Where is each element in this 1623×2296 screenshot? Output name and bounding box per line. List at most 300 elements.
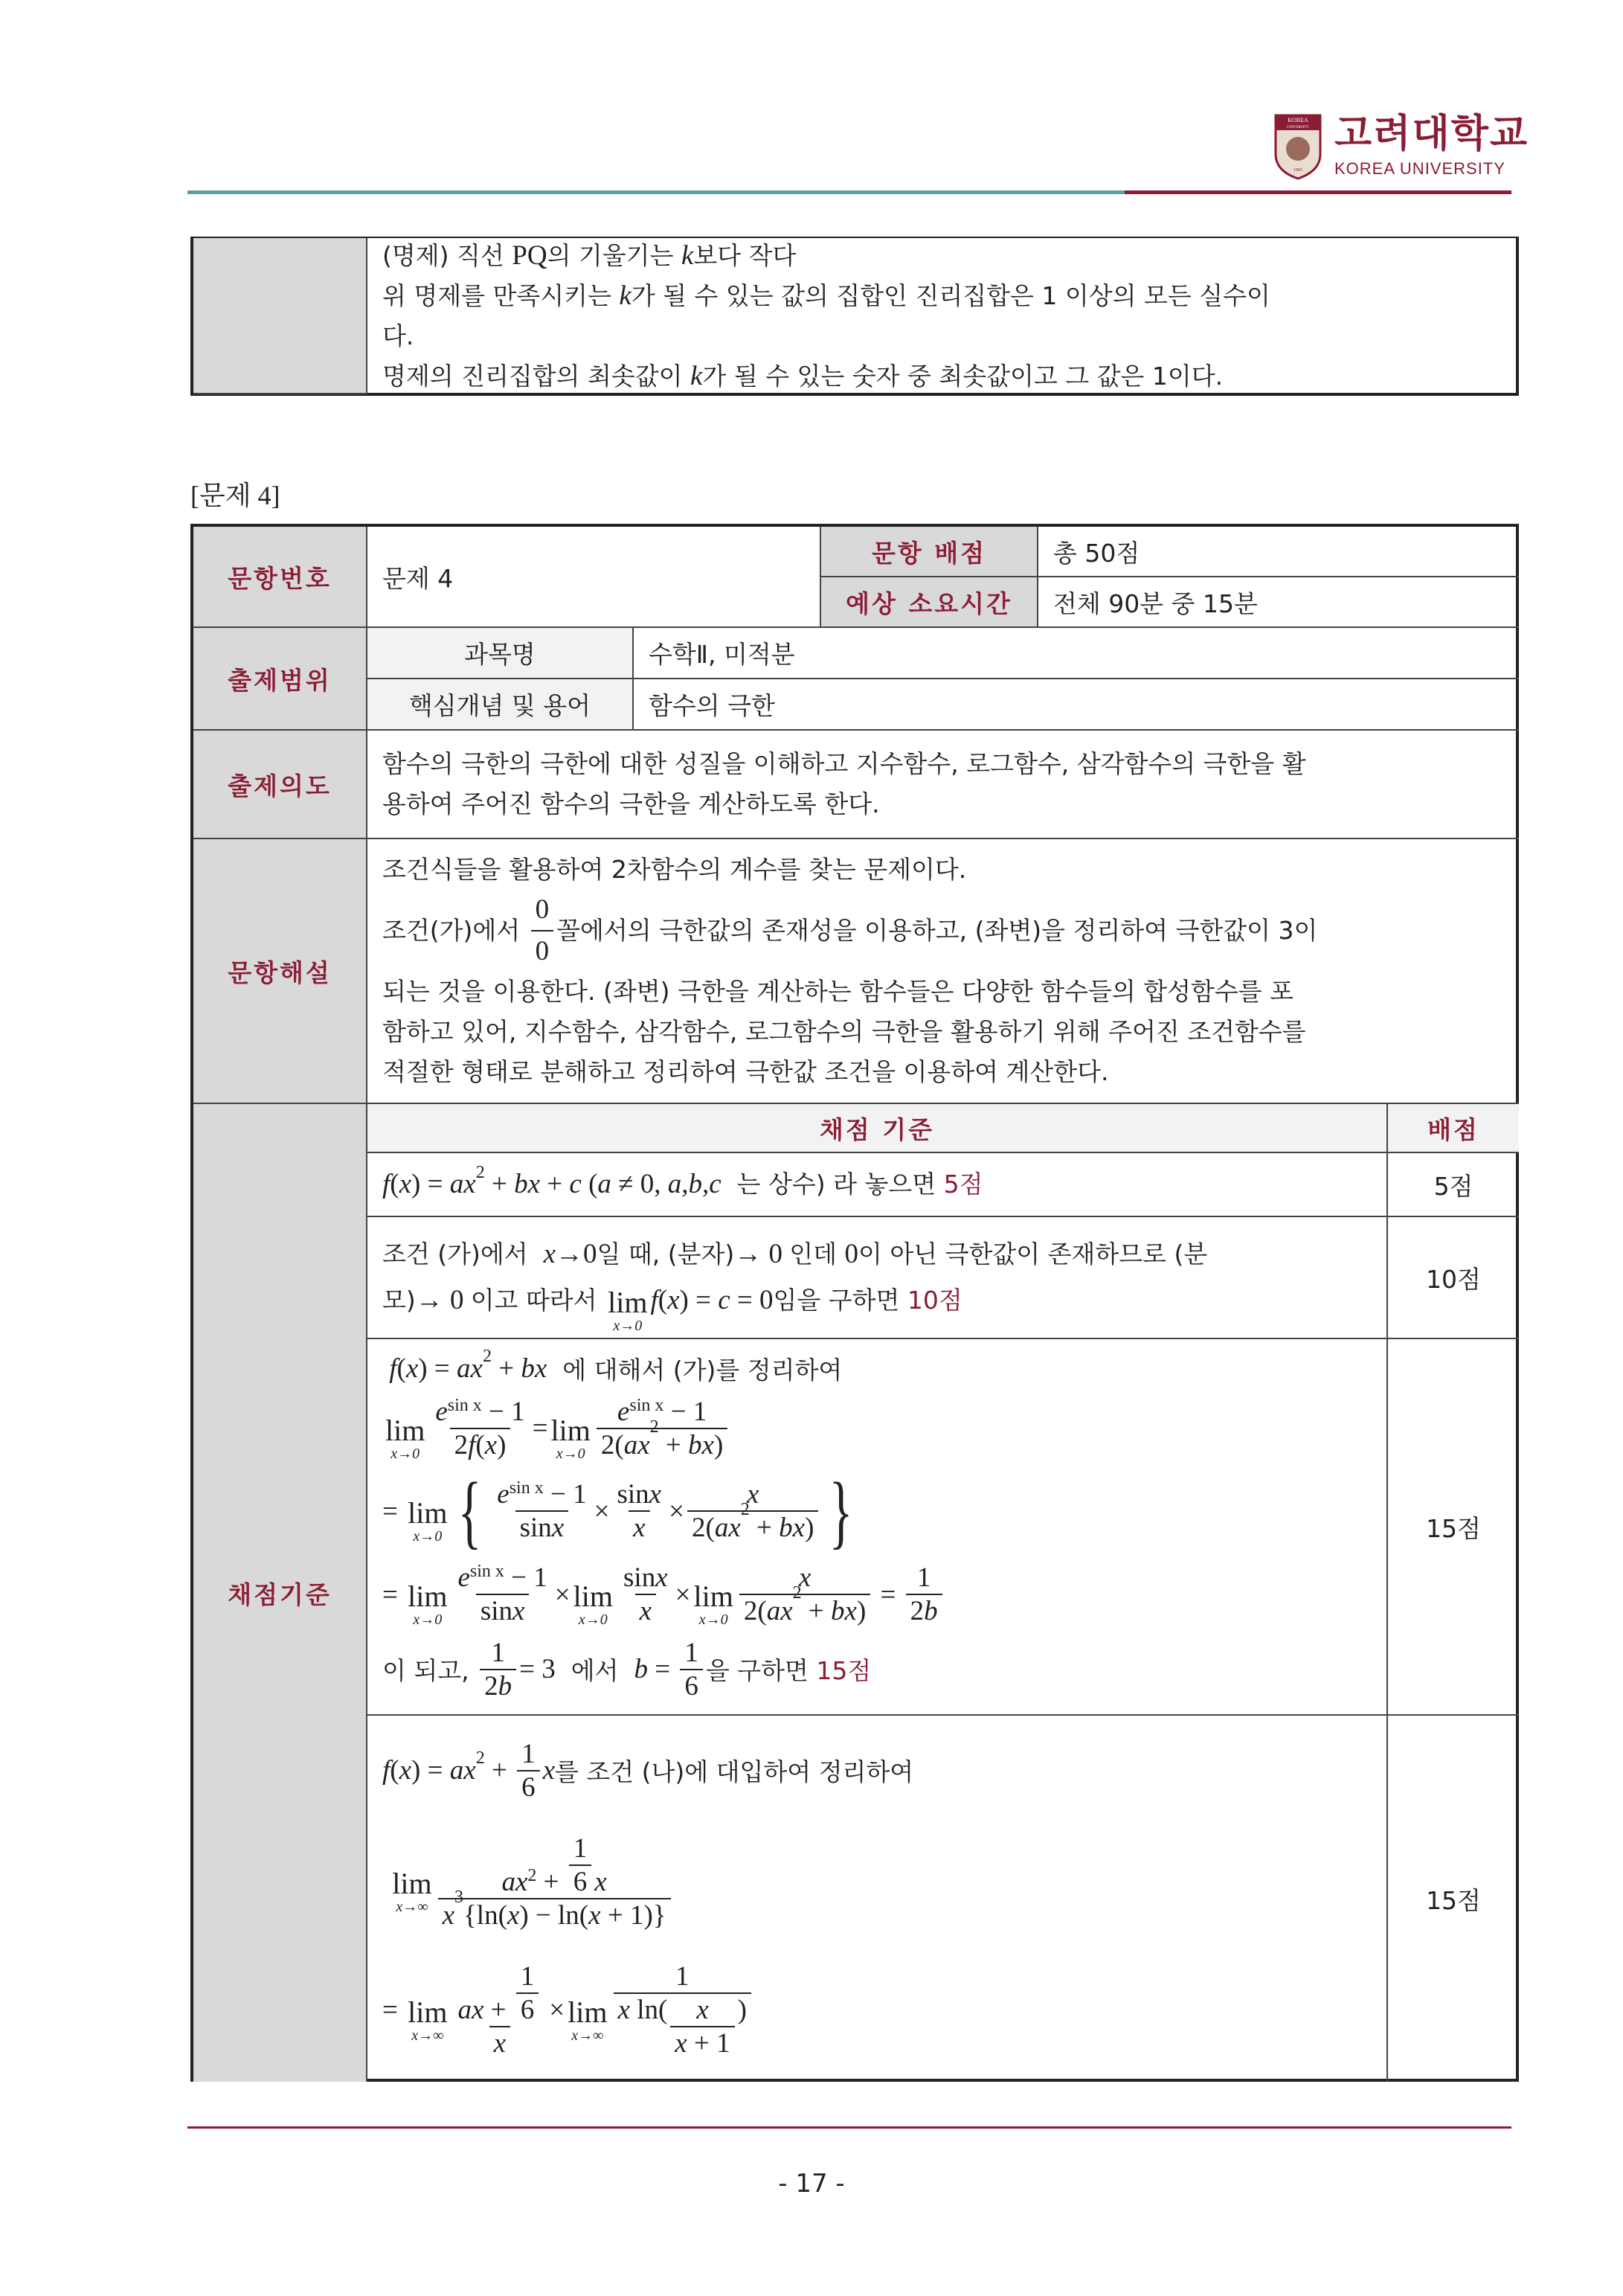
fraction-denominator: [438, 1887, 671, 1931]
math-fraction: [453, 1960, 546, 2059]
math-symbol: 6: [684, 1670, 698, 1702]
math-symbol: − 1: [663, 1396, 707, 1427]
text-run: 가 될 수 있는 값의 집합인 진리집합은 1 이상의 모든 실수이: [631, 281, 1270, 310]
text-run: 임을 구하면: [773, 1286, 907, 1315]
math-variable: bx: [514, 1169, 540, 1199]
math-variable: x: [675, 2028, 687, 2059]
math-symbol: =: [382, 1495, 405, 1527]
text-run: 일 때, (분자): [597, 1240, 735, 1269]
math-variable: x: [594, 1866, 607, 1897]
math-superscript: 2: [475, 1748, 485, 1769]
math-symbol: − 1: [543, 1479, 587, 1510]
math-variable: bx: [688, 1429, 714, 1460]
text-line: [382, 1466, 861, 1557]
footer-divider: [187, 2126, 1511, 2129]
math-variable: a,b,c: [667, 1169, 721, 1199]
limit-symbol: lim: [693, 1580, 733, 1614]
math-variable: b: [924, 1596, 938, 1627]
text-line: [382, 1832, 674, 1931]
text-line: [382, 1164, 1372, 1205]
math-variable: c: [569, 1169, 582, 1199]
math-symbol: ×: [594, 1495, 610, 1527]
limit-subscript: x→∞: [411, 2027, 444, 2044]
text-run: 조건식들을 활용하여 2차함수의 계수를 찾는 문제이다.: [382, 855, 967, 884]
math-symbol: (: [581, 1169, 598, 1199]
math-symbol: ln(: [629, 1995, 668, 2026]
text-run: 이고 따라서: [470, 1286, 605, 1315]
text-run: 다.: [382, 321, 414, 350]
math-variable: e: [617, 1396, 630, 1427]
math-symbol: 0: [535, 894, 550, 925]
math-variable: x: [405, 1353, 419, 1385]
limit-subscript: x→0: [698, 1612, 728, 1629]
math-superscript: sin x: [629, 1395, 664, 1415]
fraction-denominator: [516, 1992, 539, 2026]
limit-subscript: x→∞: [571, 2027, 604, 2044]
label-subject: 과목명: [367, 628, 634, 679]
text-run: 에서: [555, 1656, 634, 1686]
math-variable: ax: [714, 1513, 741, 1544]
math-symbol: [382, 1353, 389, 1385]
math-symbol: +: [801, 1596, 831, 1627]
label-number: 문항번호: [193, 527, 367, 628]
math-limit: [392, 1869, 431, 1915]
header-divider-maroon: [1125, 190, 1511, 194]
math-fraction: [739, 1562, 870, 1627]
math-variable: k: [681, 240, 694, 271]
score-row-2: 10점: [1388, 1217, 1519, 1339]
math-symbol: → 0: [415, 1285, 471, 1315]
math-limit: [573, 1582, 613, 1628]
math-symbol: =: [647, 1654, 678, 1685]
math-fraction: [438, 1832, 671, 1931]
shield-logo-icon: [1273, 113, 1322, 180]
math-symbol: ) =: [411, 1169, 450, 1199]
math-symbol: 6: [521, 1771, 536, 1803]
math-symbol: (: [396, 1353, 406, 1385]
math-symbol: ): [737, 1995, 747, 2026]
math-variable: f: [382, 1755, 391, 1786]
text-line: [382, 1231, 1372, 1277]
text-run: 조건 (가)에서: [382, 1240, 544, 1269]
math-symbol: ×: [675, 1579, 691, 1610]
fraction-denominator: [569, 1864, 592, 1898]
math-fraction: [517, 1738, 540, 1803]
math-superscript: sin x: [447, 1395, 482, 1415]
math-symbol: 1: [520, 1961, 535, 1992]
math-fraction: [619, 1562, 672, 1627]
score-row-4: 15점: [1426, 1885, 1481, 1915]
subject-value: 수학Ⅱ, 미적분: [634, 628, 1519, 679]
math-symbol: [382, 1866, 389, 1898]
math-symbol: 1: [684, 1637, 698, 1668]
math-superscript: 2: [792, 1583, 802, 1603]
math-symbol: (: [390, 1169, 399, 1199]
math-fraction: [680, 1637, 703, 1702]
math-symbol: 1: [675, 1961, 690, 1992]
limit-subscript: x→0: [391, 1445, 420, 1462]
math-brace: }: [829, 1466, 853, 1557]
math-symbol: 0: [535, 936, 550, 966]
fraction-denominator: [629, 1510, 649, 1544]
math-symbol: +: [749, 1513, 780, 1544]
text-run: 함하고 있어, 지수함수, 삼각함수, 로그함수의 극한을 활용하기 위해 주어진 조건함수를: [382, 1017, 1306, 1046]
svg-text:1905: 1905: [1293, 168, 1302, 173]
label-intent: 출제의도: [193, 731, 367, 839]
math-variable: ax: [457, 1995, 484, 2026]
math-symbol: ×: [554, 1579, 571, 1610]
text-line: [382, 276, 1504, 316]
math-symbol: (: [475, 1429, 485, 1460]
math-symbol: = 3: [519, 1654, 556, 1685]
math-symbol: =: [873, 1579, 903, 1610]
previous-label-cell: [193, 238, 367, 394]
fraction-numerator: [517, 1738, 540, 1770]
math-superscript: 3: [454, 1887, 464, 1907]
math-symbol: +: [491, 1353, 521, 1385]
math-fraction: [531, 890, 554, 972]
math-symbol: +: [484, 1755, 515, 1786]
math-superscript: sin x: [469, 1562, 504, 1582]
math-fraction: [480, 1637, 516, 1702]
math-symbol: (: [390, 1755, 399, 1786]
text-run: 모): [382, 1286, 416, 1315]
math-variable: x: [655, 1562, 668, 1594]
text-run: 되는 것을 이용한다. (좌변) 극한을 계산하는 함수들은 다양한 함수들의 합성함수를 포: [382, 977, 1293, 1006]
grading-row-4: [367, 1716, 1388, 2082]
text-line: [382, 356, 1504, 397]
text-line: [382, 1637, 871, 1702]
math-symbol: ): [497, 1429, 507, 1460]
math-fraction: [516, 1960, 539, 2026]
grading-row-1: [367, 1153, 1388, 1217]
math-symbol: 1: [916, 1562, 931, 1594]
math-symbol: (: [658, 1285, 668, 1315]
math-symbol: sin: [480, 1596, 512, 1627]
score-row-1: 5점: [1388, 1153, 1519, 1217]
problem-time: 전체 90분 중 15분: [1038, 577, 1519, 628]
math-variable: a: [597, 1169, 611, 1199]
math-fraction: [687, 1478, 818, 1544]
text-line: [382, 890, 1504, 972]
fraction-numerator: [619, 1562, 672, 1594]
math-symbol: ): [713, 1429, 724, 1460]
math-variable: ax: [457, 1353, 483, 1385]
fraction-numerator: [516, 1960, 539, 1992]
label-time: 예상 소요시간: [821, 577, 1038, 628]
fraction-denominator: [531, 930, 554, 972]
math-variable: x: [617, 1995, 630, 2026]
score-header: 배점: [1388, 1104, 1519, 1153]
fraction-denominator: [614, 1992, 751, 2059]
text-run: 조건(가)에서: [382, 916, 528, 945]
fraction-denominator: [450, 1428, 511, 1461]
math-limit: [568, 1995, 608, 2044]
math-superscript: 2: [475, 1163, 485, 1182]
math-symbol: ×: [549, 1995, 565, 2026]
math-variable: ax: [449, 1169, 476, 1199]
math-brace: {: [458, 1466, 482, 1557]
math-symbol: =: [532, 1413, 548, 1444]
math-symbol: sin: [617, 1479, 649, 1510]
math-limit: [608, 1288, 647, 1334]
math-symbol: =: [382, 1995, 405, 2026]
math-superscript: 2: [740, 1500, 750, 1520]
math-symbol: 1: [573, 1832, 588, 1864]
math-variable: x: [507, 1899, 520, 1931]
grading-row-2: [367, 1217, 1388, 1339]
math-variable: f: [389, 1353, 397, 1385]
fraction-numerator: [692, 1994, 713, 2026]
limit-symbol: lim: [408, 1995, 448, 2029]
fraction-numerator: [453, 1960, 546, 2026]
math-symbol: {ln(: [463, 1899, 507, 1931]
math-symbol: + 1)}: [600, 1899, 666, 1931]
math-symbol: =: [382, 1579, 405, 1610]
math-symbol: ) =: [418, 1353, 457, 1385]
fraction-numerator: [497, 1832, 611, 1898]
math-variable: x: [543, 1239, 556, 1269]
score-row-3: 15점: [1388, 1339, 1519, 1716]
limit-subscript: x→0: [613, 1318, 643, 1334]
label-scope: 출제범위: [193, 628, 367, 731]
fraction-denominator: [739, 1583, 870, 1627]
problem-table: [190, 524, 1519, 2082]
limit-subscript: x→0: [413, 1528, 443, 1545]
math-symbol: ×: [669, 1495, 684, 1527]
text-run: 보다 작다: [693, 241, 797, 270]
math-symbol: ) − ln(: [519, 1899, 589, 1931]
logo-name-korean: 고려대학교: [1334, 112, 1529, 156]
math-variable: ax: [449, 1755, 476, 1786]
text-line: [382, 1277, 1372, 1334]
label-grading: 채점기준: [193, 1104, 367, 2082]
intent-text: [367, 731, 1519, 839]
fraction-numerator: [913, 1562, 936, 1594]
fraction-denominator: [680, 1669, 703, 1702]
limit-subscript: x→∞: [396, 1899, 428, 1916]
fraction-numerator: [569, 1832, 592, 1864]
math-symbol: ) =: [411, 1755, 450, 1786]
math-symbol: ≠ 0,: [611, 1169, 668, 1199]
math-symbol: PQ: [512, 240, 547, 271]
limit-symbol: lim: [408, 1496, 448, 1530]
limit-subscript: x→0: [578, 1612, 608, 1629]
math-symbol: 6: [573, 1866, 588, 1897]
logo-name-english: KOREA UNIVERSITY: [1334, 159, 1505, 178]
fraction-numerator: [671, 1960, 694, 1992]
text-run: 가 될 수 있는 숫자 중 최솟값이고 그 값은 1이다.: [702, 362, 1224, 391]
math-fraction: [612, 1478, 666, 1544]
math-symbol: 6: [520, 1995, 535, 2026]
points-highlight: 5점: [943, 1170, 983, 1199]
fraction-denominator: [906, 1594, 942, 1627]
math-symbol: 1: [491, 1637, 505, 1668]
math-symbol: →0: [556, 1239, 597, 1269]
fraction-numerator: [612, 1478, 666, 1510]
math-fraction: [453, 1562, 551, 1627]
text-line: [382, 1738, 913, 1803]
math-fraction: [492, 1478, 591, 1544]
text-line: [382, 1012, 1504, 1052]
korea-university-logo: [1273, 113, 1529, 180]
math-symbol: sin: [623, 1562, 656, 1594]
math-symbol: sin: [519, 1513, 552, 1544]
fraction-denominator: [517, 1770, 540, 1803]
fraction-numerator: [486, 1637, 510, 1669]
math-variable: b: [498, 1670, 512, 1702]
math-variable: ax: [501, 1866, 528, 1897]
math-symbol: ) =: [679, 1285, 719, 1315]
math-symbol: 2(: [600, 1429, 624, 1460]
text-run: 함수의 극한의 극한에 대한 성질을 이해하고 지수함수, 로그함수, 삼각함수의 극한을 활: [382, 749, 1306, 778]
math-variable: bx: [779, 1513, 806, 1544]
math-variable: c: [718, 1285, 730, 1315]
math-variable: k: [619, 280, 631, 311]
fraction-denominator: [515, 1510, 569, 1544]
math-symbol: +: [484, 1169, 515, 1199]
explain-text: [367, 839, 1519, 1104]
math-variable: x: [484, 1429, 498, 1460]
math-superscript: 2: [649, 1417, 659, 1437]
fraction-denominator: [476, 1594, 530, 1627]
math-variable: x: [399, 1755, 412, 1786]
text-run: 는 상수) 라 놓으면: [721, 1170, 944, 1199]
limit-symbol: lim: [408, 1580, 448, 1614]
math-variable: x: [493, 2028, 507, 2059]
text-run: (명제) 직선: [382, 241, 512, 270]
grading-header: 채점 기준: [367, 1104, 1388, 1153]
math-symbol: +: [540, 1169, 570, 1199]
math-limit: [385, 1413, 425, 1462]
text-run: 을 구하면: [705, 1656, 817, 1686]
math-variable: x: [633, 1513, 646, 1544]
math-symbol: 2(: [691, 1513, 715, 1544]
math-variable: x: [399, 1169, 412, 1199]
previous-answer-text: [367, 238, 1519, 394]
math-symbol: ): [805, 1513, 814, 1544]
math-variable: x: [512, 1596, 525, 1627]
text-run: 의 기울기는: [547, 241, 681, 270]
math-variable: e: [435, 1396, 448, 1427]
math-variable: x: [667, 1285, 680, 1315]
text-run: 이 아닌 극한값이 존재하므로 (분: [858, 1240, 1208, 1269]
math-variable: e: [457, 1562, 470, 1594]
math-variable: ax: [766, 1596, 793, 1627]
math-variable: x: [551, 1513, 565, 1544]
math-limit: [550, 1413, 591, 1462]
problem-tag: [문제 4]: [190, 481, 280, 510]
fraction-numerator: [680, 1637, 703, 1669]
text-run: 용하여 주어진 함수의 극한을 계산하도록 한다.: [382, 789, 880, 818]
limit-symbol: lim: [573, 1580, 614, 1614]
grading-row-3: [367, 1339, 1388, 1716]
fraction-numerator: [492, 1478, 591, 1510]
math-fraction: [597, 1396, 727, 1461]
math-symbol: 2: [484, 1670, 498, 1702]
math-symbol: = 0: [730, 1285, 774, 1315]
math-symbol: → 0: [734, 1239, 790, 1269]
text-line: [382, 1960, 754, 2059]
math-superscript: 2: [482, 1347, 492, 1367]
math-variable: f: [468, 1429, 476, 1460]
math-variable: k: [690, 361, 703, 391]
math-variable: f: [650, 1285, 658, 1315]
text-run: 를 조건 (나)에 대입하여 정리하여: [555, 1757, 914, 1787]
text-run: 에 대해서 (가)를 정리하여: [547, 1356, 843, 1385]
concept-value: 함수의 극한: [634, 679, 1519, 731]
math-fraction: [569, 1832, 592, 1898]
math-variable: ax: [623, 1429, 650, 1460]
math-limit: [408, 1995, 448, 2044]
math-symbol: ): [856, 1596, 867, 1627]
limit-symbol: lim: [392, 1867, 432, 1901]
text-run: 인데: [789, 1240, 845, 1269]
text-line: [382, 316, 1504, 356]
math-symbol: +: [483, 1995, 513, 2026]
math-variable: bx: [521, 1353, 547, 1385]
text-line: [382, 784, 1504, 824]
header-divider-teal: [187, 190, 1125, 194]
math-variable: e: [497, 1479, 510, 1510]
previous-answer-box: [190, 237, 1519, 396]
fraction-denominator: [489, 2026, 510, 2059]
limit-symbol: lim: [550, 1413, 591, 1447]
text-run: 꼴에서의 극한값의 존재성을 이용하고, (좌변)을 정리하여 극한값이 3이: [556, 916, 1318, 945]
math-symbol: 1: [521, 1738, 536, 1769]
text-run: 적절한 형태로 분해하고 정리하여 극한값 조건을 이용하여 계산한다.: [382, 1057, 1109, 1086]
math-variable: x: [639, 1596, 652, 1627]
fraction-numerator: [431, 1396, 529, 1428]
label-points: 문항 배점: [821, 527, 1038, 577]
math-variable: b: [634, 1654, 648, 1685]
fraction-denominator: [480, 1669, 516, 1702]
fraction-numerator: [613, 1396, 711, 1428]
math-symbol: +: [658, 1429, 689, 1460]
text-run: 이 되고,: [382, 1656, 478, 1686]
text-line: [382, 744, 1504, 784]
svg-text:UNIVERSITY: UNIVERSITY: [1287, 126, 1309, 129]
text-line: [382, 1052, 1504, 1092]
text-line: [382, 1396, 730, 1461]
math-fraction: [431, 1396, 529, 1461]
math-symbol: +: [536, 1866, 566, 1897]
math-limit: [408, 1498, 447, 1545]
svg-text:KOREA: KOREA: [1288, 117, 1308, 124]
math-fraction: [906, 1562, 942, 1627]
math-variable: x: [649, 1479, 662, 1510]
points-highlight: 10점: [907, 1286, 962, 1315]
math-variable: x: [542, 1755, 555, 1786]
fraction-denominator: [597, 1417, 727, 1461]
text-run: 위 명제를 만족시키는: [382, 281, 620, 310]
math-limit: [694, 1582, 733, 1628]
math-variable: x: [798, 1562, 812, 1594]
label-concept: 핵심개념 및 용어: [367, 679, 634, 731]
text-run: 명제의 진리집합의 최솟값이: [382, 362, 691, 391]
limit-subscript: x→0: [413, 1612, 443, 1629]
math-symbol: − 1: [504, 1562, 547, 1594]
fraction-denominator: [670, 2026, 734, 2059]
math-symbol: 2: [454, 1429, 469, 1460]
fraction-numerator: [531, 890, 554, 930]
fraction-denominator: [687, 1500, 818, 1544]
limit-symbol: lim: [568, 1995, 608, 2029]
text-line: [382, 850, 1504, 890]
text-line: [382, 236, 1504, 276]
math-limit: [408, 1582, 447, 1628]
math-symbol: 2(: [743, 1596, 767, 1627]
